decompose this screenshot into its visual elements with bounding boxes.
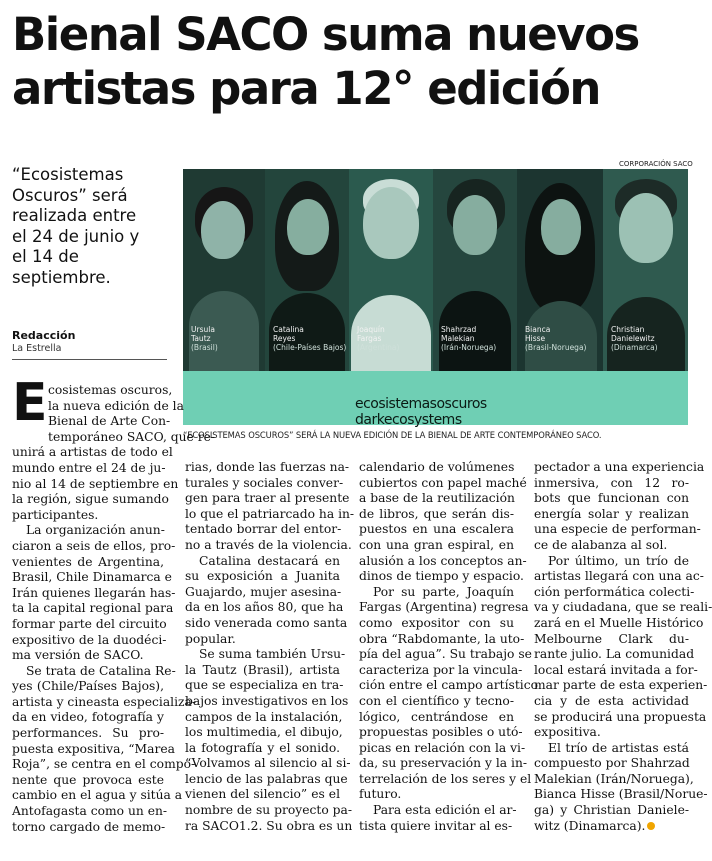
article-line: expositiva.	[534, 725, 601, 740]
article-line: la región, sigue sumando	[12, 492, 169, 507]
caption-christian: Christian Danielewitz (Dinamarca)	[611, 325, 658, 352]
banner-title-es: ecosistemasoscuros	[355, 396, 487, 412]
article-line: zará en el Muelle Histórico	[534, 615, 704, 630]
article-line: ma versión de SACO.	[12, 648, 144, 663]
byline-author: Redacción	[12, 329, 76, 342]
article-line: Irán quienes llegarán has-	[12, 585, 176, 600]
article-line: sido venerada como santa	[185, 615, 348, 630]
article-line: ción entre el campo artístico	[359, 678, 538, 693]
article-line: turales y sociales conver-	[185, 475, 344, 490]
article-line: energía solar y realizan	[534, 506, 689, 521]
article-line: da, su preservación y la in-	[359, 756, 528, 771]
article-line: bots que funcionan con	[534, 491, 689, 506]
article-line: inmersiva, con 12 ro-	[534, 475, 689, 490]
lead-line: septiembre.	[12, 267, 111, 287]
article-line: rias, donde las fuerzas na-	[185, 460, 350, 474]
article-line: torno cargado de memo-	[12, 819, 166, 834]
photo-credit: CORPORACIÓN SACO	[619, 160, 693, 168]
article-line: de libros, que serán dis-	[359, 506, 514, 521]
article-line: propuestas posibles o utó-	[359, 725, 523, 740]
article-line: se producirá una propuesta	[534, 709, 707, 724]
article-line: da en los años 80, que ha	[185, 600, 344, 615]
article-line: ta la capital regional para	[12, 601, 174, 616]
article-line: como expositor con su	[359, 615, 514, 630]
article-line: una especie de performan-	[534, 522, 701, 537]
article-line: mar parte de esta experien-	[534, 678, 708, 693]
article-column-4	[534, 460, 712, 834]
article-line: da en video, fotografía y	[12, 710, 164, 725]
drop-cap: E	[12, 373, 48, 433]
article-line: popular.	[185, 631, 236, 646]
article-line: “Volvamos al silencio al si-	[185, 756, 351, 771]
article-line: participantes.	[12, 507, 99, 522]
article-line: Brasil, Chile Dinamarca e	[12, 570, 172, 585]
end-of-article-icon	[647, 822, 655, 830]
article-line: calendario de volúmenes	[359, 460, 515, 474]
article-line: dinos de tiempo y espacio.	[359, 569, 524, 584]
article-line: mundo entre el 24 de ju-	[12, 460, 166, 475]
photo-caption: “ECOSISTEMAS OSCUROS” SERÁ LA NUEVA EDICIÓN DE LA BIENAL DE ARTE CONTEMPORÁNEO SACO.	[183, 430, 602, 440]
lead-line: el 24 de junio y	[12, 226, 140, 246]
article-line: nio al 14 de septiembre en	[12, 476, 179, 491]
article-line: La organización anun-	[26, 523, 165, 538]
article-line: Para esta edición el ar-	[373, 803, 517, 818]
article-line: Roja”, se centra en el compo-	[12, 757, 196, 772]
article-line: Por último, un trío de	[548, 553, 689, 568]
article-line: Malekian (Irán/Noruega),	[534, 771, 694, 786]
article-line: que se especializa en tra-	[185, 678, 344, 693]
article-line: tista quiere invitar al es-	[359, 818, 513, 833]
article-line: puesta expositiva, “Marea	[12, 741, 175, 756]
article-line: lo que el patriarcado ha in-	[185, 506, 355, 521]
article-line: ción performática colecti-	[534, 584, 695, 599]
article-line: temporáneo SACO, que re-	[48, 429, 216, 444]
lead-line: Oscuros” será	[12, 185, 128, 205]
article-line: Se trata de Catalina Re-	[26, 663, 176, 678]
article-line: Por su parte, Joaquín	[373, 584, 514, 599]
article-line: artista y cineasta especializa-	[12, 694, 196, 709]
lead-line: realizada entre	[12, 206, 137, 225]
article-line: futuro.	[359, 787, 402, 802]
article-line: campos de la instalación,	[185, 709, 343, 724]
article-line: caracteriza por la vincula-	[359, 662, 523, 677]
article-line: nombre de su proyecto pa-	[185, 803, 352, 818]
article-line: ce de alabanza al sol.	[534, 537, 668, 552]
article-line: yes (Chile/Países Bajos),	[12, 679, 164, 694]
article-line: bajos investigativos en los	[185, 693, 349, 708]
article-line: su exposición a Juanita	[185, 569, 340, 584]
article-line: unirá a artistas de todo el	[12, 445, 173, 460]
article-line: pectador a una experiencia	[534, 460, 705, 474]
article-line: local estará invitada a for-	[534, 662, 698, 677]
article-line: ciaron a seis de ellos, pro-	[12, 538, 176, 553]
article-line: ra SACO1.2. Su obra es un	[185, 818, 353, 833]
article-line: compuesto por Shahrzad	[534, 756, 690, 771]
article-line: Se suma también Ursu-	[199, 647, 346, 662]
article-line: con el científico y tecno-	[359, 693, 514, 708]
article-line: performances. Su pro-	[12, 726, 164, 741]
article-column-2	[185, 460, 355, 834]
article-line: cambio en el agua y sitúa a	[12, 788, 183, 803]
article-line: gen para traer al presente	[185, 491, 350, 506]
article-line: Fargas (Argentina) regresa	[359, 600, 529, 615]
byline-publication: La Estrella	[12, 343, 62, 354]
article-line: artistas llegará con una ac-	[534, 569, 704, 584]
article-line: Bianca Hisse (Brasil/Norue-	[534, 787, 708, 802]
article-line: lencio de las palabras que	[185, 771, 348, 786]
caption-catalina: Catalina Reyes (Chile-Países Bajos)	[273, 325, 347, 352]
headline-line-1: Bienal SACO suma nuevos	[12, 8, 639, 61]
article-line: alusión a los conceptos an-	[359, 553, 527, 568]
article-line: Melbourne Clark du-	[534, 631, 689, 646]
article-line: terrelación de los seres y el	[359, 771, 532, 786]
article-line: la Tautz (Brasil), artista	[185, 662, 340, 677]
article-line: picas en relación con la vi-	[359, 740, 526, 755]
article-line: cubiertos con papel maché	[359, 475, 527, 490]
article-line: cia y de esta actividad	[534, 693, 689, 708]
article-line: Catalina destacará en	[199, 553, 340, 568]
article-line: vienen del silencio” es el	[185, 787, 340, 802]
caption-shahrzad: Shahrzad Malekian (Irán-Noruega)	[441, 325, 497, 352]
article-line: con una gran espiral, en	[359, 537, 514, 552]
article-line: obra “Rabdomante, la uto-	[359, 631, 525, 646]
article-line: lógico, centrándose en	[359, 709, 514, 724]
article-line: rante julio. La comunidad	[534, 647, 695, 662]
article-line: tentado borrar del entor-	[185, 522, 342, 537]
article-line: Antofagasta como un en-	[12, 804, 168, 819]
article-line: Bienal de Arte Con-	[48, 414, 171, 429]
article-line: nente que provoca este	[12, 772, 164, 787]
caption-bianca: Bianca Hisse (Brasil-Noruega)	[525, 325, 587, 352]
article-line: los multimedia, el dibujo,	[185, 725, 343, 740]
headline-line-2: artistas para 12° edición	[12, 62, 600, 115]
article-line: cosistemas oscuros,	[48, 383, 173, 397]
article-line: venientes de Argentina,	[12, 554, 164, 569]
banner-title-en: darkecosystems	[355, 412, 462, 428]
article-line: expositivo de la duodéci-	[12, 632, 167, 647]
article-line: pía del agua”. Su trabajo se	[359, 647, 532, 662]
article-line: El trío de artistas está	[548, 740, 689, 755]
article-column-3	[359, 460, 538, 834]
article-line: no a través de la violencia.	[185, 537, 352, 552]
article-line: Guajardo, mujer asesina-	[185, 584, 342, 599]
article-line: puestos en una escalera	[359, 522, 514, 537]
caption-ursula: Ursula Tautz (Brasil)	[191, 325, 218, 352]
article-line: ga) y Christian Daniele-	[534, 803, 689, 818]
caption-joaquin: Joaquín Fargas (Argentina)	[357, 325, 400, 352]
article-line: la fotografía y el sonido.	[185, 740, 340, 755]
article-line: la nueva edición de la	[48, 398, 184, 413]
article-line: witz (Dinamarca).	[534, 819, 689, 835]
article-line: va y ciudadana, que se reali-	[534, 600, 712, 615]
lead-line: “Ecosistemas	[12, 165, 124, 184]
article-line: formar parte del circuito	[12, 616, 167, 631]
lead-line: el 14 de	[12, 247, 79, 266]
article-line: a base de la reutilización	[359, 491, 515, 506]
